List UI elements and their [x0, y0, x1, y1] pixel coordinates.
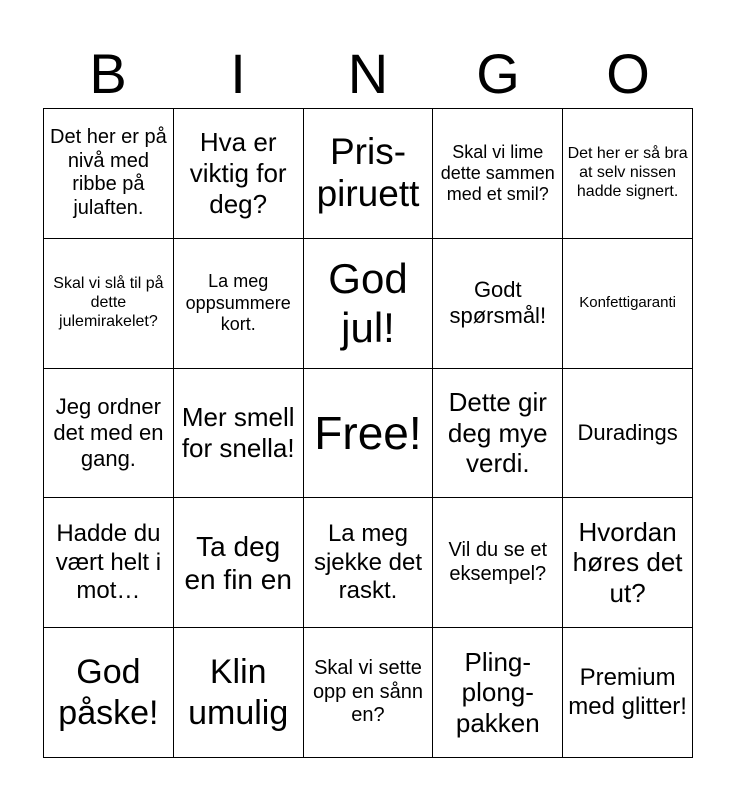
bingo-cell[interactable]: Premium med glitter! [563, 628, 693, 758]
free-space[interactable]: Free! [304, 369, 434, 499]
bingo-cell[interactable]: La meg oppsummere kort. [174, 239, 304, 369]
bingo-cell[interactable]: God jul! [304, 239, 434, 369]
header-letter-i: I [230, 42, 246, 105]
bingo-cell[interactable]: Mer smell for snella! [174, 369, 304, 499]
header-letter-g: G [476, 42, 520, 105]
bingo-cell[interactable]: Duradings [563, 369, 693, 499]
bingo-cell[interactable]: Ta deg en fin en [174, 498, 304, 628]
header-letter-n: N [347, 42, 389, 105]
bingo-cell[interactable]: Dette gir deg mye verdi. [433, 369, 563, 499]
bingo-cell[interactable]: Skal vi slå til på dette julemirakelet? [44, 239, 174, 369]
bingo-cell[interactable]: Jeg ordner det med en gang. [44, 369, 174, 499]
bingo-grid [43, 108, 693, 758]
bingo-cell[interactable]: God påske! [44, 628, 174, 758]
header-letter-o: O [606, 42, 650, 105]
bingo-cell[interactable]: Hva er viktig for deg? [174, 109, 304, 239]
bingo-cell[interactable]: Pling-plong-pakken [433, 628, 563, 758]
bingo-cell[interactable]: Skal vi sette opp en sånn en? [304, 628, 434, 758]
bingo-cell[interactable]: Hadde du vært helt i mot… [44, 498, 174, 628]
bingo-cell[interactable]: Godt spørsmål! [433, 239, 563, 369]
bingo-header [43, 40, 693, 108]
bingo-cell[interactable]: Pris-piruett [304, 109, 434, 239]
bingo-cell[interactable]: Skal vi lime dette sammen med et smil? [433, 109, 563, 239]
bingo-cell[interactable]: Vil du se et eksempel? [433, 498, 563, 628]
bingo-cell[interactable]: Klin umulig [174, 628, 304, 758]
bingo-cell[interactable]: Det her er på nivå med ribbe på julaften. [44, 109, 174, 239]
bingo-cell[interactable]: Hvordan høres det ut? [563, 498, 693, 628]
bingo-cell[interactable]: La meg sjekke det raskt. [304, 498, 434, 628]
bingo-cell[interactable]: Konfettigaranti [563, 239, 693, 369]
header-letter-b: B [89, 42, 127, 105]
bingo-cell[interactable]: Det her er så bra at selv nissen hadde signert. [563, 109, 693, 239]
